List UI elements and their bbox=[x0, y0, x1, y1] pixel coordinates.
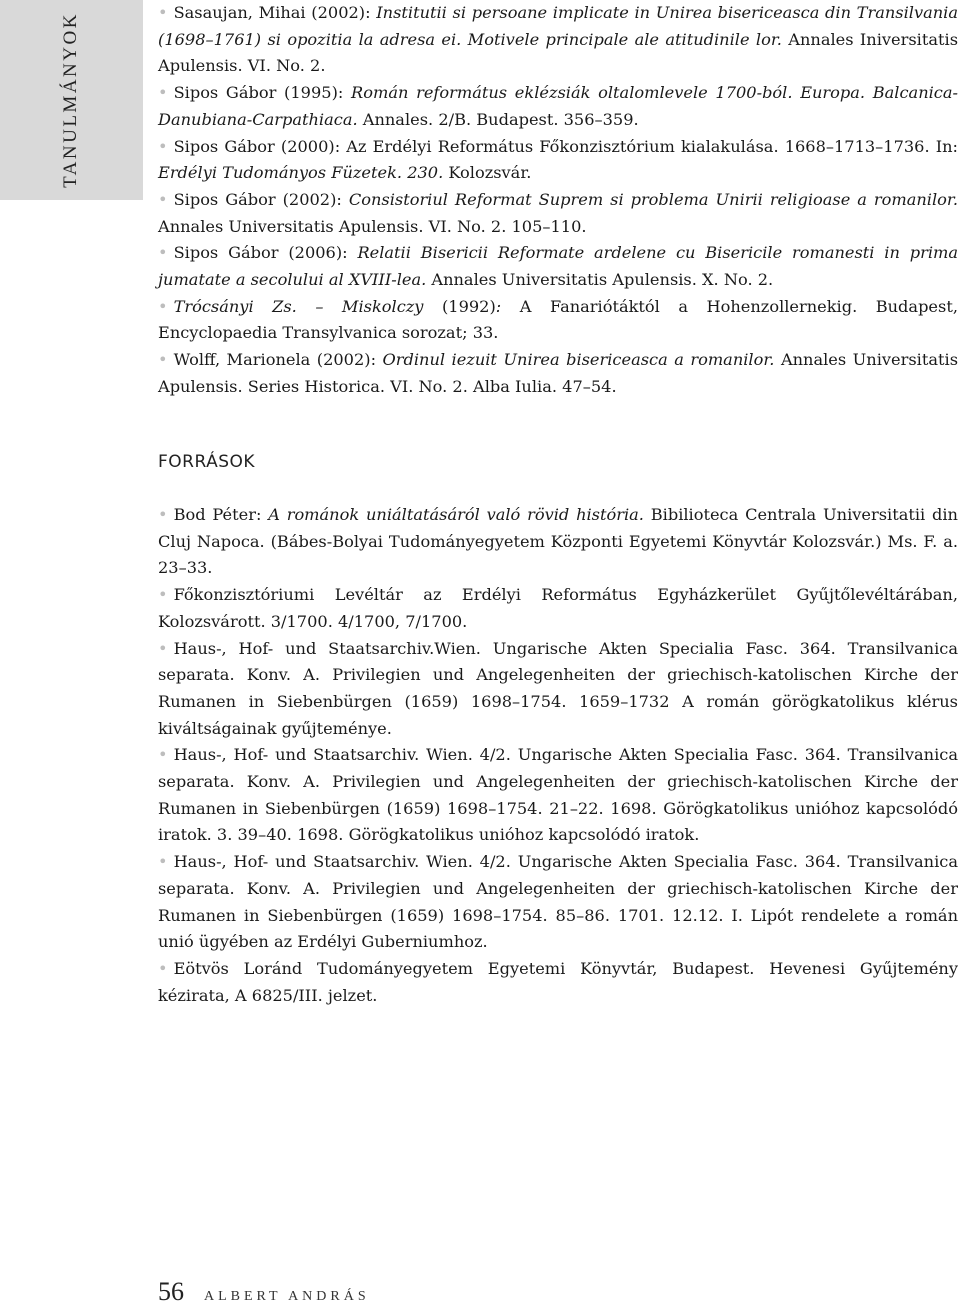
reference-text: Sipos Gábor (2006): bbox=[173, 243, 358, 263]
reference-text: Bibilioteca Centrala Universitatii din Cluj Napoca. (Bábes-Bolyai Tudományegyetem Központi Egyetemi Könyvtár Kolozsvár.) Ms. F. a. 23–33. bbox=[158, 505, 958, 578]
bullet-icon: • bbox=[158, 585, 168, 605]
sources-heading: FORRÁSOK bbox=[158, 452, 256, 472]
reference-text: Eötvös Loránd Tudományegyetem Egyetemi Könyvtár, Budapest. Hevenesi Gyűjtemény kézirata, A 6825/III. jelzet. bbox=[158, 958, 958, 1005]
reference-title: Relatii Bisericii Reformate ardelene cu Bisericile romanesti in prima jumatate a secolului al XVIII-lea. bbox=[158, 243, 959, 290]
reference-title: A románok uniáltatásáról való rövid história. bbox=[268, 505, 644, 524]
reference-text: Haus-, Hof- und Staatsarchiv.Wien. Ungarische Akten Specialia Fasc. 364. Transilvanica separata. Konv. A. Privilegien und Angelegenheiten der griechisch-katolischen Kirche der Rumanen in Siebenbürgen (1659) 1698–1754. 1659–1732 A román görögkatolikus klérus kiváltságainak gyűjteménye. bbox=[158, 638, 958, 738]
reference-text: Bod Péter: bbox=[173, 505, 269, 524]
reference-entry bbox=[158, 502, 958, 582]
reference-text: Wolff, Marionela (2002): bbox=[173, 350, 383, 370]
reference-entry bbox=[158, 80, 958, 133]
reference-entry bbox=[158, 347, 958, 400]
bullet-icon: • bbox=[158, 83, 168, 103]
reference-text: Sipos Gábor (2000): Az Erdélyi Református Főkonzisztórium kialakulása. 1668–1713–1736. In: bbox=[173, 136, 958, 156]
reference-entry bbox=[158, 134, 958, 187]
reference-text: Sipos Gábor (1995): bbox=[173, 83, 352, 103]
page-footer bbox=[158, 1277, 370, 1307]
reference-text: Sasaujan, Mihai (2002): bbox=[173, 3, 377, 22]
reference-text: Annales Universitatis Apulensis. X. No. 2. bbox=[426, 270, 774, 290]
reference-entry bbox=[158, 849, 958, 956]
bullet-icon: • bbox=[158, 243, 168, 263]
reference-entry bbox=[158, 636, 958, 743]
reference-entry bbox=[158, 294, 958, 347]
section-label: TANULMÁNYOK bbox=[60, 12, 81, 188]
bullet-icon: • bbox=[158, 958, 168, 978]
reference-title: : bbox=[495, 296, 502, 316]
reference-title: Ordinul iezuit Unirea bisericeasca a romanilor. bbox=[382, 350, 775, 370]
reference-text: Annales. 2/B. Budapest. 356–359. bbox=[357, 109, 639, 129]
reference-title: Román református eklézsiák oltalomlevele 1700-ból. Europa. Balcanica-Danubiana-Carpathiaca. bbox=[158, 83, 958, 129]
reference-title: Institutii si persoane implicate in Unirea bisericeasca din Transilvania (1698–1761) si opozitia la adresa ei. Motivele principale ale atitudinile lor. bbox=[158, 3, 958, 49]
reference-text: Kolozsvár. bbox=[443, 163, 532, 183]
reference-text: Annales Universitatis Apulensis. VI. No. 2. 105–110. bbox=[158, 216, 587, 236]
reference-title: Consistoriul Reformat Suprem si problema Unirii religioase a romanilor. bbox=[348, 189, 958, 209]
reference-text: Főkonzisztóriumi Levéltár az Erdélyi Református Egyházkerület Gyűjtőlevéltárában, Kolozsvárott. 3/1700. 4/1700, 7/1700. bbox=[158, 585, 958, 631]
reference-title: Trócsányi Zs. – Miskolczy bbox=[173, 296, 424, 316]
section-side-tab bbox=[0, 0, 143, 200]
reference-text: A Fanariótáktól a Hohenzollernekig. Budapest, Encyclopaedia Transylvanica sorozat; 33. bbox=[158, 296, 958, 343]
reference-text: Haus-, Hof- und Staatsarchiv. Wien. 4/2. Ungarische Akten Specialia Fasc. 364. Transilvanica separata. Konv. A. Privilegien und Angelegenheiten der griechisch-katolischen Kirche der Rumanen in Siebenbürgen (1659) 1698–1754. 21–22. 1698. Görögkatolikus unióhoz kapcsolódó iratok. 3. 39–40. 1698. Görögkatolikus unióhoz kapcsolódó iratok. bbox=[158, 745, 958, 845]
reference-text: Annales Iniversitatis Apulensis. VI. No. 2. bbox=[158, 29, 959, 76]
sources-list bbox=[158, 502, 958, 1009]
reference-entry bbox=[158, 240, 958, 293]
bullet-icon: • bbox=[158, 745, 168, 765]
reference-title: Erdélyi Tudományos Füzetek. 230. bbox=[158, 163, 444, 183]
bullet-icon: • bbox=[158, 136, 168, 156]
bullet-icon: • bbox=[158, 638, 168, 658]
bullet-icon: • bbox=[158, 296, 168, 316]
bullet-icon: • bbox=[158, 505, 168, 524]
page-number: 56 bbox=[158, 1277, 184, 1306]
reference-text: (1992) bbox=[423, 296, 496, 316]
reference-text: Annales Universitatis Apulensis. Series Historica. VI. No. 2. Alba Iulia. 47–54. bbox=[158, 350, 958, 396]
author-name: ALBERT ANDRÁS bbox=[204, 1289, 370, 1304]
reference-entry bbox=[158, 582, 958, 635]
bibliography-list bbox=[158, 0, 958, 401]
reference-entry bbox=[158, 956, 958, 1009]
bullet-icon: • bbox=[158, 189, 168, 209]
reference-entry bbox=[158, 742, 958, 849]
reference-text: Haus-, Hof- und Staatsarchiv. Wien. 4/2. Ungarische Akten Specialia Fasc. 364. Transilvanica separata. Konv. A. Privilegien und Angelegenheiten der griechisch-katolischen Kirche der Rumanen in Siebenbürgen (1659) 1698–1754. 85–86. 1701. 12.12. I. Lipót rendelete a román unió ügyében az Erdélyi Guberniumhoz. bbox=[158, 852, 958, 952]
reference-entry bbox=[158, 0, 958, 80]
bullet-icon: • bbox=[158, 3, 168, 22]
reference-entry bbox=[158, 187, 958, 240]
bullet-icon: • bbox=[158, 350, 168, 370]
reference-text: Sipos Gábor (2002): bbox=[173, 189, 349, 209]
bullet-icon: • bbox=[158, 852, 168, 872]
